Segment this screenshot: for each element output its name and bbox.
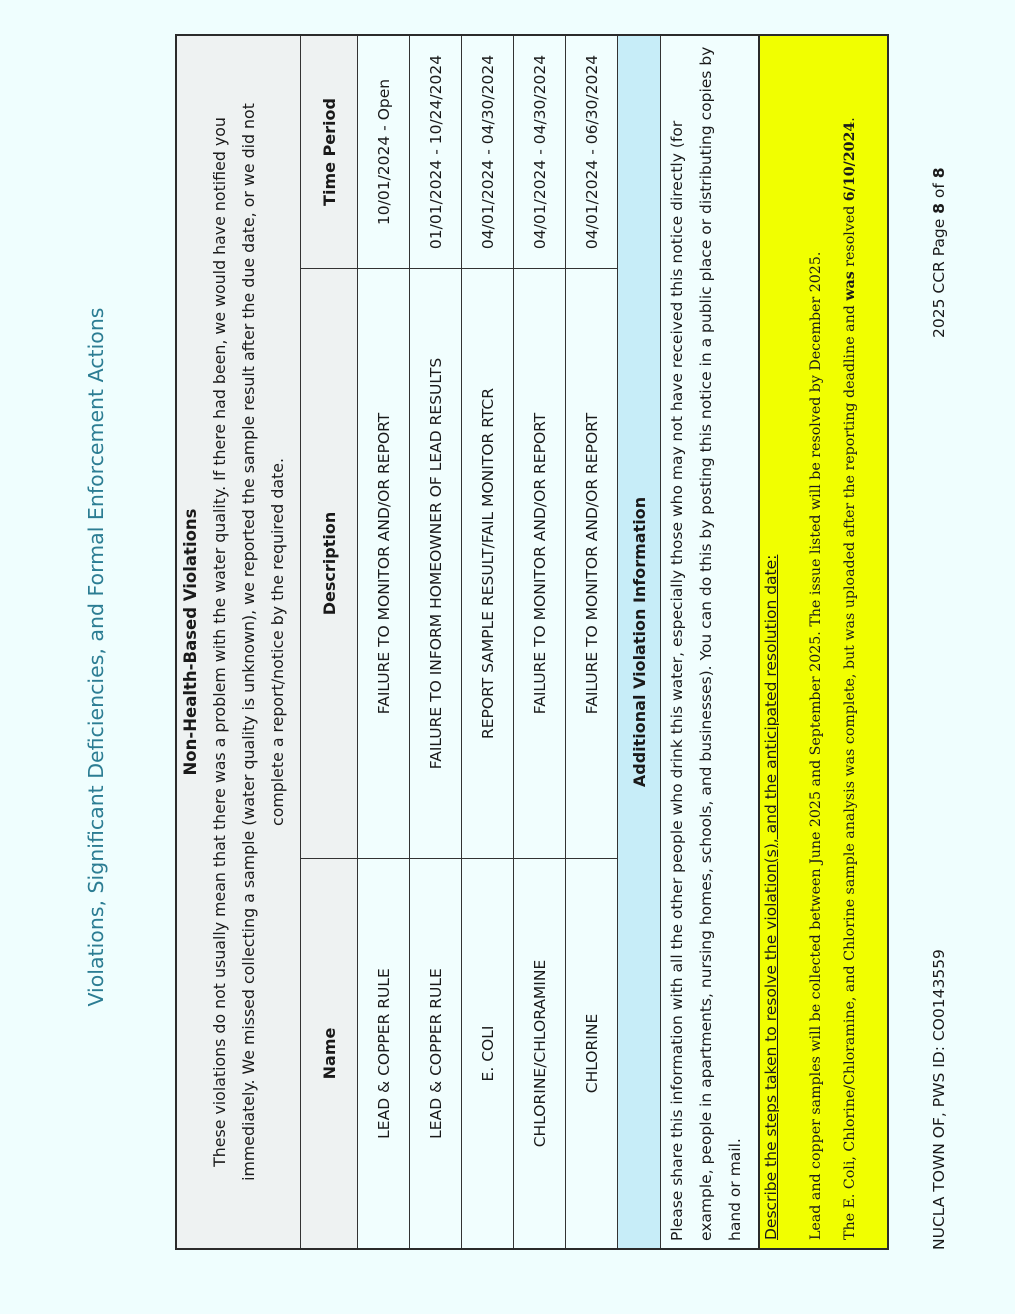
footer-current-page: 8 <box>930 203 948 214</box>
table-row <box>358 36 410 1248</box>
additional-info-section <box>618 36 759 1248</box>
footer-page-mid: of <box>930 178 948 204</box>
footer-pws-id: NUCLA TOWN OF, PWS ID: CO0143559 <box>930 949 948 1250</box>
table-header-row <box>301 36 358 1248</box>
cell-name: E. COLI <box>462 858 513 1248</box>
resolution-paragraph: Lead and copper samples will be collected between June 2025 and September 2025. The issue listed will be resolved by December 2025. <box>808 251 824 1240</box>
resolution-box <box>758 34 889 1250</box>
cell-description: REPORT SAMPLE RESULT/FAIL MONITOR RTCR <box>462 268 513 858</box>
footer-page-number <box>930 167 948 338</box>
cell-time-period: 04/01/2024 - 06/30/2024 <box>582 54 601 250</box>
resolution-text: . <box>842 117 858 122</box>
table-row <box>514 36 566 1248</box>
non-health-section-header <box>177 36 301 1248</box>
column-header-time-period: Time Period <box>319 98 339 206</box>
resolution-text: The E. Coli, Chlorine/Chloramine, and Chlorine sample analysis was complete, but was uploaded after the reporting deadline and <box>842 300 858 1240</box>
cell-description: FAILURE TO MONITOR AND/OR REPORT <box>358 268 409 858</box>
violations-table <box>175 34 759 1250</box>
cell-name: LEAD & COPPER RULE <box>358 858 409 1248</box>
cell-time-period: 10/01/2024 - Open <box>374 78 393 226</box>
additional-info-text: Please share this information with all the other people who drink this water, especially those who may not have received this notice directly (for example, people in apartments, nursing homes, schools, and businesses). You can do this by posting this notice in a public place or distributing copies by hand or mail. <box>668 46 744 1241</box>
section-heading: Non-Health-Based Violations <box>181 508 200 776</box>
table-row <box>566 36 618 1248</box>
resolution-text: resolved <box>842 201 858 272</box>
cell-description: FAILURE TO INFORM HOMEOWNER OF LEAD RESULTS <box>410 268 461 858</box>
cell-description: FAILURE TO MONITOR AND/OR REPORT <box>566 268 617 858</box>
page-title: Violations, Significant Deficiencies, and Formal Enforcement Actions <box>84 307 108 1007</box>
additional-info-heading: Additional Violation Information <box>618 36 661 1248</box>
cell-name: LEAD & COPPER RULE <box>410 858 461 1248</box>
column-header-name: Name <box>301 858 357 1248</box>
resolution-paragraph <box>839 46 861 1240</box>
table-row <box>410 36 462 1248</box>
column-header-description: Description <box>301 268 357 858</box>
resolution-date: 6/10/2024 <box>842 121 858 202</box>
cell-name: CHLORINE/CHLORAMINE <box>514 858 565 1248</box>
cell-time-period: 01/01/2024 - 10/24/2024 <box>426 54 445 250</box>
cell-time-period: 04/01/2024 - 04/30/2024 <box>478 54 497 250</box>
cell-name: CHLORINE <box>566 858 617 1248</box>
footer-total-pages: 8 <box>930 167 948 179</box>
footer-page-prefix: 2025 CCR Page <box>930 213 948 338</box>
cell-time-period: 04/01/2024 - 04/30/2024 <box>530 54 549 250</box>
cell-description: FAILURE TO MONITOR AND/OR REPORT <box>514 268 565 858</box>
resolution-heading: Describe the steps taken to resolve the violation(s), and the anticipated resolution date: <box>762 554 780 1240</box>
resolution-emphasis: was <box>842 271 858 301</box>
section-intro: These violations do not usually mean that there was a problem with the water quality. If there had been, we would have notified you immediately. We missed collecting a sample (water quality is unknown), we reported the sample result after the due date, or we did not complete a report/notice by the required date. <box>210 103 287 1181</box>
table-row <box>462 36 514 1248</box>
